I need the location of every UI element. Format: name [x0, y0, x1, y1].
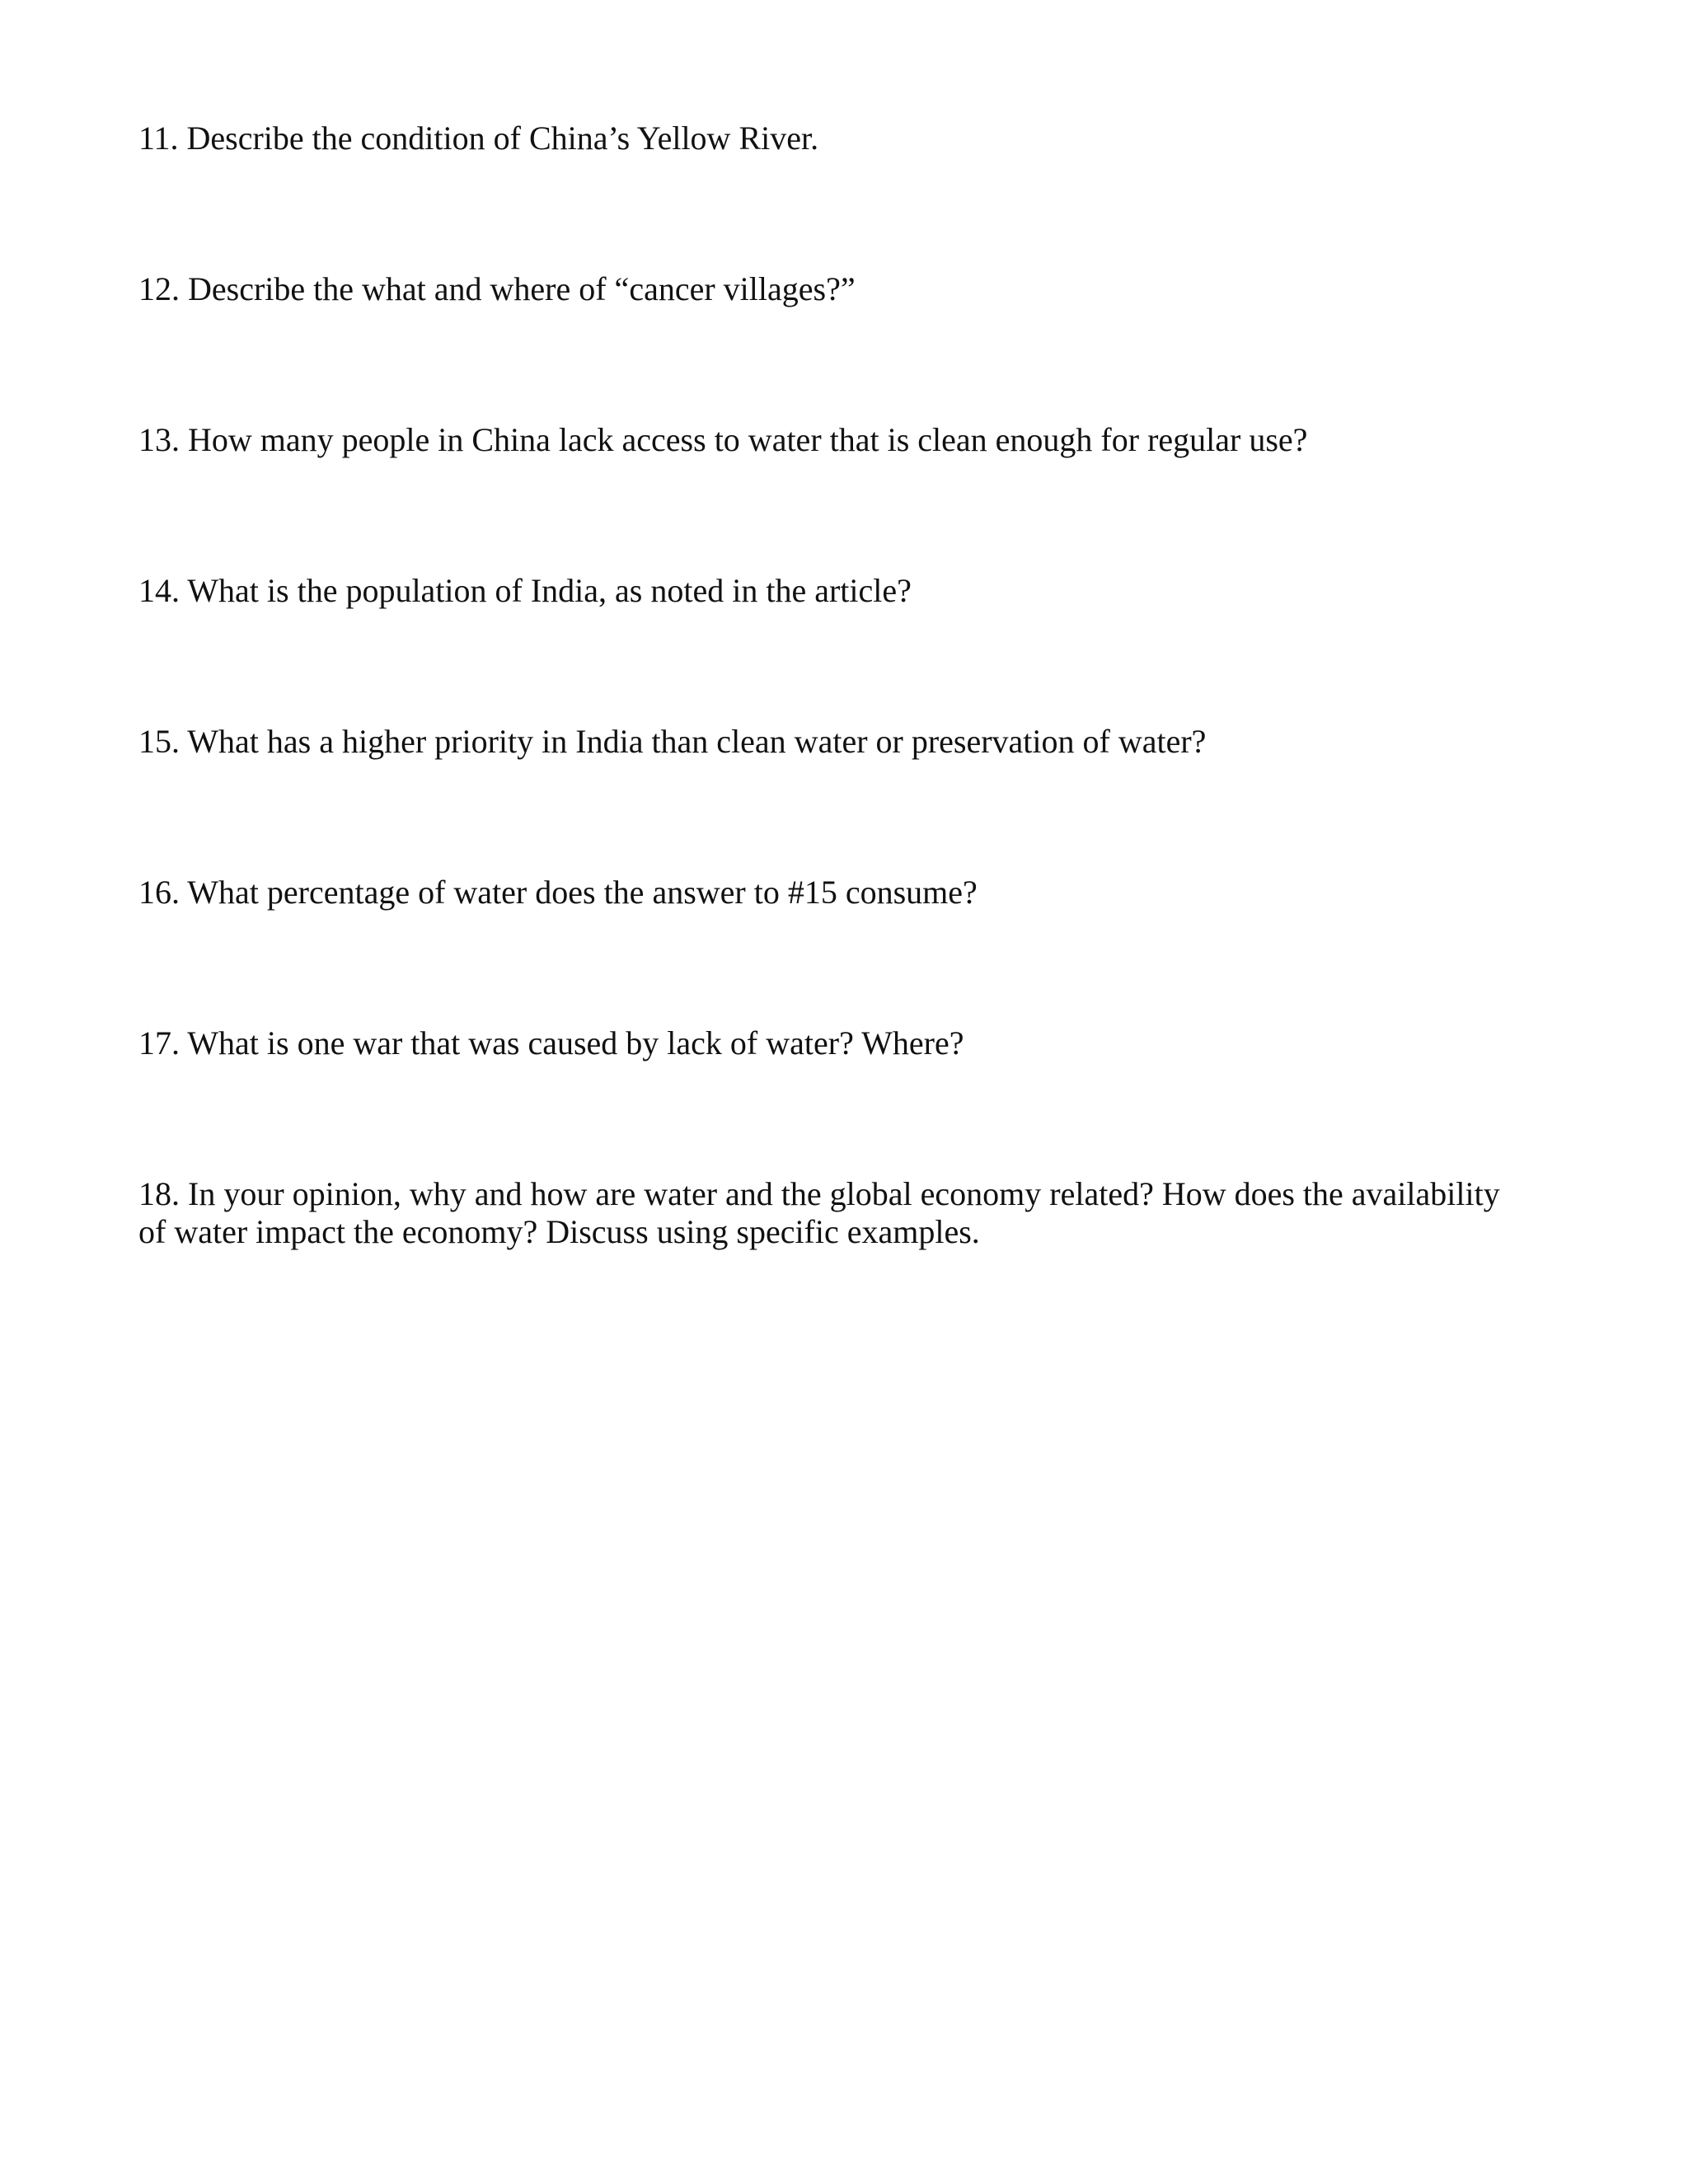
question-12: 12. Describe the what and where of “cancer villages?” — [138, 270, 856, 307]
question-18-line-1: 18. In your opinion, why and how are water and the global economy related? How does the availability — [138, 1175, 1500, 1212]
question-11: 11. Describe the condition of China’s Yellow River. — [138, 120, 819, 157]
question-18-line-2: of water impact the economy? Discuss using specific examples. — [138, 1213, 980, 1250]
question-16: 16. What percentage of water does the answer to #15 consume? — [138, 874, 978, 911]
question-17: 17. What is one war that was caused by lack of water? Where? — [138, 1024, 964, 1062]
question-13: 13. How many people in China lack access to water that is clean enough for regular use? — [138, 421, 1308, 458]
question-14: 14. What is the population of India, as noted in the article? — [138, 572, 912, 609]
question-18 — [138, 1175, 1540, 1251]
question-15: 15. What has a higher priority in India than clean water or preservation of water? — [138, 723, 1207, 760]
